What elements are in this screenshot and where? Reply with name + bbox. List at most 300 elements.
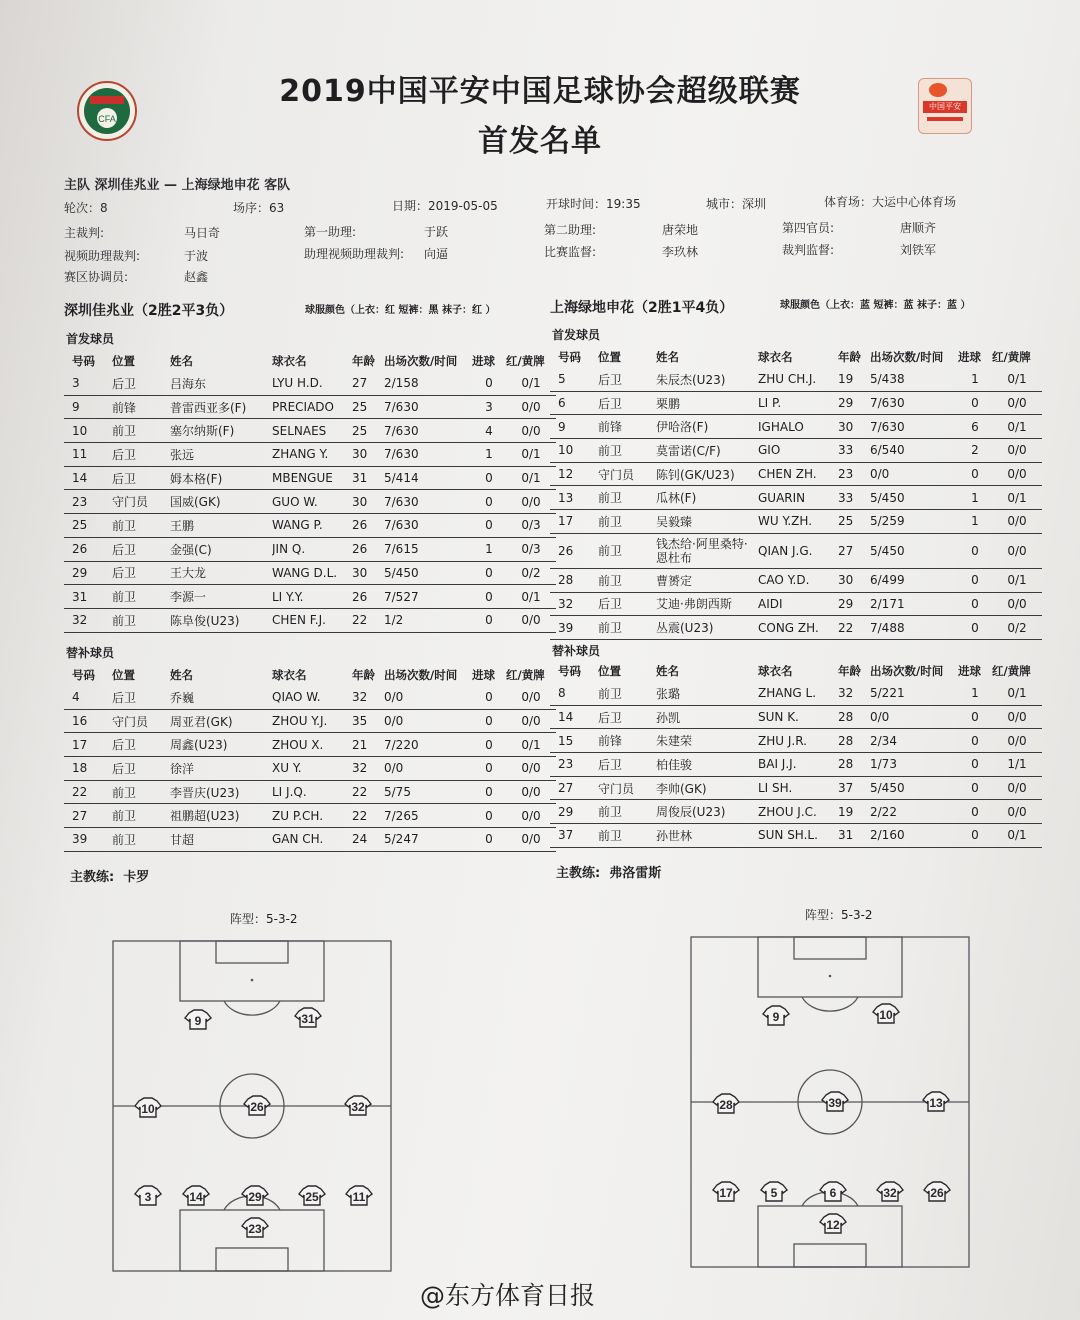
player-shirt: [244, 1096, 270, 1115]
cell-name: 吴毅臻: [656, 510, 758, 534]
cell-shirt-name: LI P.: [758, 391, 838, 415]
cell-number: 37: [550, 824, 598, 848]
col-cards: 红/黄牌: [506, 354, 545, 368]
col-position: 位置: [112, 354, 135, 368]
cell-name: 周鑫(U23): [170, 733, 272, 757]
player-shirt: [299, 1186, 325, 1205]
table-row: [64, 395, 556, 419]
cell-name: 李晋庆(U23): [170, 780, 272, 804]
cell-goals: 0: [958, 391, 992, 415]
col-age: 年龄: [352, 668, 375, 682]
cell-age: 33: [838, 486, 870, 510]
cell-shirt-name: ZHANG L.: [758, 682, 838, 705]
cell-age: 26: [352, 514, 384, 538]
away-formation: 阵型：5-3-2: [805, 908, 873, 922]
cell-name: 曹赟定: [656, 568, 758, 592]
cell-goals: 0: [958, 592, 992, 616]
cell-number: 32: [550, 592, 598, 616]
cell-apps: 7/630: [384, 395, 472, 419]
col-age: 年龄: [838, 664, 861, 678]
cell-cards: 0/0: [506, 419, 556, 443]
col-number: 号码: [72, 668, 95, 682]
cell-shirt-name: LI Y.Y.: [272, 585, 352, 609]
cell-apps: 2/171: [870, 592, 958, 616]
player-shirt: [346, 1186, 372, 1205]
cell-position: 前卫: [598, 568, 656, 592]
kickoff-time: 开球时间：19:35: [546, 197, 641, 211]
cell-position: 后卫: [598, 592, 656, 616]
cell-shirt-name: LI SH.: [758, 776, 838, 800]
cell-age: 30: [838, 568, 870, 592]
table-row: [550, 592, 1042, 616]
stadium: 体育场：大运中心体育场: [824, 195, 957, 209]
col-age: 年龄: [352, 354, 375, 368]
col-shirt-name: 球衣名: [272, 354, 307, 368]
cell-age: 35: [352, 709, 384, 733]
cell-shirt-name: SELNAES: [272, 419, 352, 443]
cell-number: 39: [64, 828, 112, 852]
bottom-goal-box: [794, 1244, 866, 1267]
cell-name: 周亚君(GK): [170, 709, 272, 733]
jersey-number: 13: [929, 1096, 943, 1110]
col-name: 姓名: [170, 668, 193, 682]
cell-cards: 0/0: [992, 462, 1042, 486]
cell-apps: 0/0: [384, 686, 472, 709]
cell-age: 28: [838, 729, 870, 753]
cell-name: 吕海东: [170, 372, 272, 395]
cell-number: 13: [550, 486, 598, 510]
ar2: 唐荣地: [662, 223, 699, 237]
cell-position: 后卫: [112, 686, 170, 709]
cell-goals: 6: [958, 415, 992, 439]
ar1-label: 第一助理:: [304, 225, 357, 239]
cell-apps: 5/450: [870, 486, 958, 510]
jersey-number: 23: [248, 1222, 262, 1236]
cell-cards: 0/0: [506, 757, 556, 781]
cell-cards: 0/1: [992, 415, 1042, 439]
away-kit-colors: 球服颜色（上衣：蓝 短裤：蓝 袜子：蓝 ）: [780, 300, 971, 311]
player-shirt: [761, 1182, 787, 1201]
col-apps: 出场次数/时间: [384, 668, 458, 682]
cell-age: 30: [352, 443, 384, 467]
cell-position: 守门员: [112, 490, 170, 514]
away-coach-name: 弗洛雷斯: [609, 866, 662, 881]
col-position: 位置: [112, 668, 135, 682]
cell-position: 守门员: [598, 462, 656, 486]
coordinator-label: 赛区协调员:: [64, 270, 129, 284]
cell-age: 26: [352, 537, 384, 561]
cell-shirt-name: ZHOU X.: [272, 733, 352, 757]
cell-name: 姆本格(F): [170, 466, 272, 490]
cell-age: 27: [838, 533, 870, 568]
table-row: [550, 705, 1042, 729]
cell-position: 前卫: [112, 514, 170, 538]
cell-age: 29: [838, 391, 870, 415]
cell-goals: 0: [472, 686, 506, 709]
cell-name: 朱辰杰(U23): [656, 368, 758, 391]
cell-goals: 0: [958, 705, 992, 729]
top-penalty-box: [180, 941, 324, 1001]
cell-age: 22: [838, 616, 870, 640]
table-row: [550, 533, 1042, 568]
cell-shirt-name: QIAN J.G.: [758, 533, 838, 568]
table-row: [550, 439, 1042, 463]
cell-number: 17: [550, 510, 598, 534]
avar: 向逼: [424, 247, 449, 261]
cell-number: 28: [550, 568, 598, 592]
table-row: [64, 757, 556, 781]
cell-number: 29: [64, 561, 112, 585]
jersey-number: 9: [772, 1010, 780, 1024]
cell-cards: 0/1: [992, 682, 1042, 705]
cell-shirt-name: WANG P.: [272, 514, 352, 538]
table-row: [64, 804, 556, 828]
cell-number: 12: [550, 462, 598, 486]
col-goals: 进球: [472, 354, 495, 368]
home-coach-label: 主教练:: [70, 870, 115, 885]
cell-name: 塞尔纳斯(F): [170, 419, 272, 443]
top-goal-box: [216, 941, 288, 963]
home-starters-table: [64, 350, 556, 633]
table-row: [64, 686, 556, 709]
top-goal-box: [794, 937, 866, 959]
cell-age: 21: [352, 733, 384, 757]
away-formation-pitch: [690, 936, 970, 1268]
cell-number: 23: [64, 490, 112, 514]
cell-goals: 0: [472, 828, 506, 852]
cell-age: 26: [352, 585, 384, 609]
cell-cards: 0/0: [992, 776, 1042, 800]
cell-apps: 5/221: [870, 682, 958, 705]
table-row: [550, 824, 1042, 848]
cell-shirt-name: ZHANG Y.: [272, 443, 352, 467]
cell-goals: 0: [958, 753, 992, 777]
cell-goals: 0: [472, 514, 506, 538]
cell-apps: 2/160: [870, 824, 958, 848]
cell-number: 14: [64, 466, 112, 490]
table-row: [64, 780, 556, 804]
cell-apps: 7/630: [384, 514, 472, 538]
cell-age: 31: [838, 824, 870, 848]
cell-shirt-name: CHEN F.J.: [272, 608, 352, 632]
jersey-number: 10: [879, 1008, 893, 1022]
col-cards: 红/黄牌: [992, 664, 1031, 678]
cell-shirt-name: ZHOU Y.J.: [272, 709, 352, 733]
cell-name: 徐洋: [170, 757, 272, 781]
cell-name: 陈阜俊(U23): [170, 608, 272, 632]
jersey-number: 25: [305, 1190, 319, 1204]
table-header-row: [550, 346, 1042, 368]
cell-age: 30: [352, 490, 384, 514]
cell-position: 守门员: [112, 709, 170, 733]
col-number: 号码: [558, 350, 581, 364]
cell-age: 32: [838, 682, 870, 705]
cell-cards: 0/1: [506, 733, 556, 757]
away-starters-label: 首发球员: [552, 328, 601, 342]
cell-cards: 0/0: [992, 800, 1042, 824]
cell-cards: 0/0: [506, 686, 556, 709]
away-subs-label: 替补球员: [552, 644, 601, 658]
table-row: [64, 466, 556, 490]
top-penalty-spot: [829, 975, 832, 978]
cell-apps: 5/450: [870, 533, 958, 568]
round: 轮次：8: [64, 201, 108, 215]
col-shirt-name: 球衣名: [758, 350, 793, 364]
player-shirt: [924, 1182, 950, 1201]
home-coach: [70, 866, 149, 885]
cell-goals: 0: [472, 804, 506, 828]
cell-cards: 0/1: [506, 466, 556, 490]
cell-shirt-name: BAI J.J.: [758, 753, 838, 777]
cell-goals: 2: [958, 439, 992, 463]
cell-number: 39: [550, 616, 598, 640]
cell-cards: 0/2: [992, 616, 1042, 640]
svg-text:CFA: CFA: [98, 114, 116, 124]
referee-supervisor-label: 裁判监督:: [782, 243, 835, 257]
cell-number: 32: [64, 608, 112, 632]
cell-apps: 7/630: [384, 419, 472, 443]
cell-goals: 0: [472, 372, 506, 395]
cell-name: 艾迪·弗朗西斯: [656, 592, 758, 616]
player-shirt: [713, 1094, 739, 1113]
table-row: [64, 709, 556, 733]
player-shirt: [135, 1098, 161, 1117]
table-row: [64, 537, 556, 561]
cell-number: 16: [64, 709, 112, 733]
city: 城市：深圳: [706, 197, 767, 211]
cell-shirt-name: MBENGUE: [272, 466, 352, 490]
bottom-goal-box: [216, 1248, 288, 1271]
table-row: [64, 490, 556, 514]
cell-goals: 3: [472, 395, 506, 419]
cell-age: 22: [352, 780, 384, 804]
cell-shirt-name: LYU H.D.: [272, 372, 352, 395]
cell-shirt-name: CAO Y.D.: [758, 568, 838, 592]
referee-supervisor: 刘铁军: [900, 243, 937, 257]
cell-number: 27: [64, 804, 112, 828]
cell-goals: 0: [958, 776, 992, 800]
cell-shirt-name: GUO W.: [272, 490, 352, 514]
sheet-title: 首发名单: [478, 124, 602, 159]
league-title: 2019中国平安中国足球协会超级联赛: [279, 74, 801, 109]
table-header-row: [64, 664, 556, 686]
table-row: [550, 391, 1042, 415]
cell-name: 孙凯: [656, 705, 758, 729]
top-penalty-box: [758, 937, 902, 997]
weibo-watermark: @东方体育日报: [420, 1281, 596, 1310]
cell-goals: 0: [958, 800, 992, 824]
cell-age: 28: [838, 705, 870, 729]
cell-age: 23: [838, 462, 870, 486]
cell-position: 后卫: [112, 466, 170, 490]
cell-apps: 6/540: [870, 439, 958, 463]
var-label: 视频助理裁判:: [64, 249, 141, 263]
col-shirt-name: 球衣名: [272, 668, 307, 682]
player-shirt: [873, 1004, 899, 1023]
cell-position: 前卫: [598, 616, 656, 640]
cell-number: 26: [550, 533, 598, 568]
cell-name: 乔巍: [170, 686, 272, 709]
jersey-number: 31: [301, 1012, 315, 1026]
cell-name: 王鹏: [170, 514, 272, 538]
cell-goals: 1: [472, 443, 506, 467]
cell-goals: 0: [472, 733, 506, 757]
col-shirt-name: 球衣名: [758, 664, 793, 678]
cell-shirt-name: CONG ZH.: [758, 616, 838, 640]
player-shirt: [295, 1008, 321, 1027]
cell-apps: 6/499: [870, 568, 958, 592]
cell-number: 23: [550, 753, 598, 777]
player-shirt: [763, 1006, 789, 1025]
cell-cards: 0/1: [506, 585, 556, 609]
cell-position: 前锋: [598, 415, 656, 439]
col-apps: 出场次数/时间: [384, 354, 458, 368]
home-starters-label: 首发球员: [66, 332, 115, 346]
col-cards: 红/黄牌: [992, 350, 1031, 364]
cell-apps: 7/630: [870, 415, 958, 439]
jersey-number: 10: [141, 1102, 155, 1116]
cell-apps: 1/2: [384, 608, 472, 632]
cell-goals: 0: [472, 780, 506, 804]
col-position: 位置: [598, 350, 621, 364]
table-row: [550, 800, 1042, 824]
cell-position: 前锋: [598, 729, 656, 753]
table-row: [64, 585, 556, 609]
cell-number: 3: [64, 372, 112, 395]
cell-age: 32: [352, 757, 384, 781]
cell-shirt-name: JIN Q.: [272, 537, 352, 561]
col-name: 姓名: [656, 350, 679, 364]
cell-goals: 1: [958, 510, 992, 534]
table-row: [550, 415, 1042, 439]
cell-cards: 0/1: [992, 824, 1042, 848]
cell-apps: 7/527: [384, 585, 472, 609]
cell-goals: 1: [958, 682, 992, 705]
cell-apps: 2/158: [384, 372, 472, 395]
player-shirt: [820, 1182, 846, 1201]
table-row: [64, 561, 556, 585]
cell-cards: 0/2: [506, 561, 556, 585]
cell-number: 17: [64, 733, 112, 757]
cell-cards: 0/0: [992, 592, 1042, 616]
cell-number: 8: [550, 682, 598, 705]
table-row: [64, 733, 556, 757]
col-apps: 出场次数/时间: [870, 664, 944, 678]
cell-cards: 0/0: [992, 533, 1042, 568]
cell-age: 30: [838, 415, 870, 439]
jersey-number: 5: [770, 1186, 778, 1200]
cell-shirt-name: GUARIN: [758, 486, 838, 510]
referee-label: 主裁判:: [64, 226, 105, 240]
jersey-number: 6: [829, 1186, 837, 1200]
table-row: [550, 462, 1042, 486]
table-row: [64, 419, 556, 443]
col-goals: 进球: [958, 350, 981, 364]
cell-name: 莫雷诺(C/F): [656, 439, 758, 463]
cell-name: 王大龙: [170, 561, 272, 585]
cell-number: 14: [550, 705, 598, 729]
home-subs-label: 替补球员: [66, 646, 115, 660]
cell-position: 前卫: [598, 486, 656, 510]
cell-position: 前卫: [598, 510, 656, 534]
table-row: [64, 514, 556, 538]
referee: 马日奇: [184, 226, 221, 240]
cell-cards: 0/0: [506, 804, 556, 828]
cell-shirt-name: WU Y.ZH.: [758, 510, 838, 534]
cell-number: 29: [550, 800, 598, 824]
player-shirt: [345, 1096, 371, 1115]
cell-apps: 5/75: [384, 780, 472, 804]
cell-age: 25: [352, 395, 384, 419]
cell-goals: 1: [958, 368, 992, 391]
table-row: [550, 568, 1042, 592]
cell-name: 陈钊(GK/U23): [656, 462, 758, 486]
cell-age: 30: [352, 561, 384, 585]
matchup: 主队 深圳佳兆业 — 上海绿地申花 客队: [64, 178, 291, 193]
home-subs-table: [64, 664, 556, 852]
cell-name: 张远: [170, 443, 272, 467]
col-name: 姓名: [656, 664, 679, 678]
cell-position: 后卫: [112, 537, 170, 561]
cell-name: 伊哈洛(F): [656, 415, 758, 439]
cell-shirt-name: SUN SH.L.: [758, 824, 838, 848]
table-row: [550, 753, 1042, 777]
cell-number: 27: [550, 776, 598, 800]
cell-number: 31: [64, 585, 112, 609]
jersey-number: 29: [248, 1190, 262, 1204]
cell-goals: 0: [472, 466, 506, 490]
cell-position: 前卫: [112, 828, 170, 852]
player-shirt: [242, 1186, 268, 1205]
jersey-number: 9: [194, 1014, 202, 1028]
cell-cards: 0/0: [506, 395, 556, 419]
top-penalty-spot: [251, 979, 254, 982]
col-apps: 出场次数/时间: [870, 350, 944, 364]
player-shirt: [713, 1182, 739, 1201]
cell-goals: 0: [472, 608, 506, 632]
avar-label: 助理视频助理裁判:: [304, 247, 405, 261]
table-header-row: [64, 350, 556, 372]
cell-number: 11: [64, 443, 112, 467]
cell-shirt-name: ZHU J.R.: [758, 729, 838, 753]
cell-apps: 1/73: [870, 753, 958, 777]
cell-apps: 0/0: [384, 757, 472, 781]
cell-number: 9: [64, 395, 112, 419]
jersey-number: 32: [883, 1186, 897, 1200]
cell-cards: 0/0: [506, 608, 556, 632]
cell-goals: 0: [958, 462, 992, 486]
cell-goals: 0: [958, 533, 992, 568]
cell-name: 朱建荣: [656, 729, 758, 753]
cell-apps: 5/438: [870, 368, 958, 391]
jersey-number: 39: [828, 1096, 842, 1110]
cell-number: 6: [550, 391, 598, 415]
cell-age: 33: [838, 439, 870, 463]
cell-position: 前卫: [598, 439, 656, 463]
home-formation: 阵型：5-3-2: [230, 912, 298, 926]
cell-number: 9: [550, 415, 598, 439]
table-row: [550, 510, 1042, 534]
cell-number: 26: [64, 537, 112, 561]
cell-position: 后卫: [598, 368, 656, 391]
cell-number: 15: [550, 729, 598, 753]
cell-shirt-name: ZU P.CH.: [272, 804, 352, 828]
top-penalty-arc: [802, 997, 858, 1011]
cell-cards: 0/0: [506, 709, 556, 733]
cell-name: 国威(GK): [170, 490, 272, 514]
cell-position: 后卫: [112, 733, 170, 757]
cell-age: 22: [352, 608, 384, 632]
